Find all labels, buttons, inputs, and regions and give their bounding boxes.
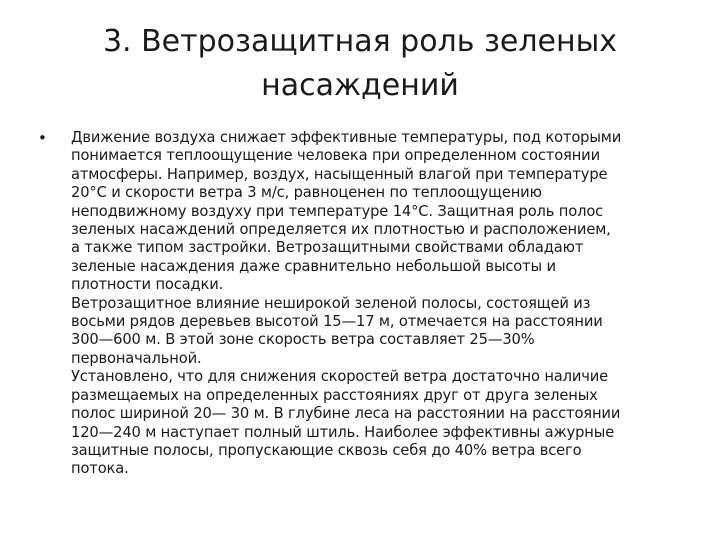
title-line: 3. Ветрозащитная роль зеленых [102,24,618,59]
body-line: а также типом застройки. Ветрозащитными свойствами обладают [71,239,584,257]
body-line: Ветрозащитное влияние неширокой зеленой полосы, состоящей из [71,294,591,312]
body-line: плотности посадки. [71,276,224,294]
body-line: атмосферы. Например, воздух, насыщенный влагой при температуре [71,165,608,183]
slide-body [38,129,688,479]
body-line: Установлено, что для снижения скоростей ветра достаточно наличие [71,368,609,386]
body-line: неподвижному воздуху при температуре 14°С. Защитная роль полос [71,202,604,220]
body-line: полос шириной 20— 30 м. В глубине леса на расстоянии на расстоянии [71,405,621,423]
bullet-item [38,129,688,479]
body-line: восьми рядов деревьев высотой 15—17 м, отмечается на расстоянии [71,313,603,331]
slide-title [40,20,680,108]
body-line: первоначальной. [71,349,202,367]
body-line: 20°C и скорости ветра 3 м/с, равноценен по теплоощущению [71,184,542,202]
body-line: потока. [71,460,129,478]
body-line: 120—240 м наступает полный штиль. Наиболее эффективны ажурные [71,423,615,441]
body-line: размещаемых на определенных расстояниях друг от друга зеленых [71,386,598,404]
bullet-icon: • [38,129,47,147]
body-line: защитные полосы, пропускающие сквозь себя до 40% ветра всего [71,441,582,459]
body-line: зеленых насаждений определяется их плотностью и расположением, [71,221,611,239]
body-line: зеленые насаждения даже сравнительно небольшой высоты и [71,257,556,275]
body-line: Движение воздуха снижает эффективные температуры, под которыми [71,129,622,146]
title-line: насаждений [261,68,459,103]
body-line: 300—600 м. В этой зоне скорость ветра составляет 25—30% [71,331,535,349]
bullet-text [71,129,688,479]
body-line: понимается теплоощущение человека при определенном состоянии [71,147,600,165]
